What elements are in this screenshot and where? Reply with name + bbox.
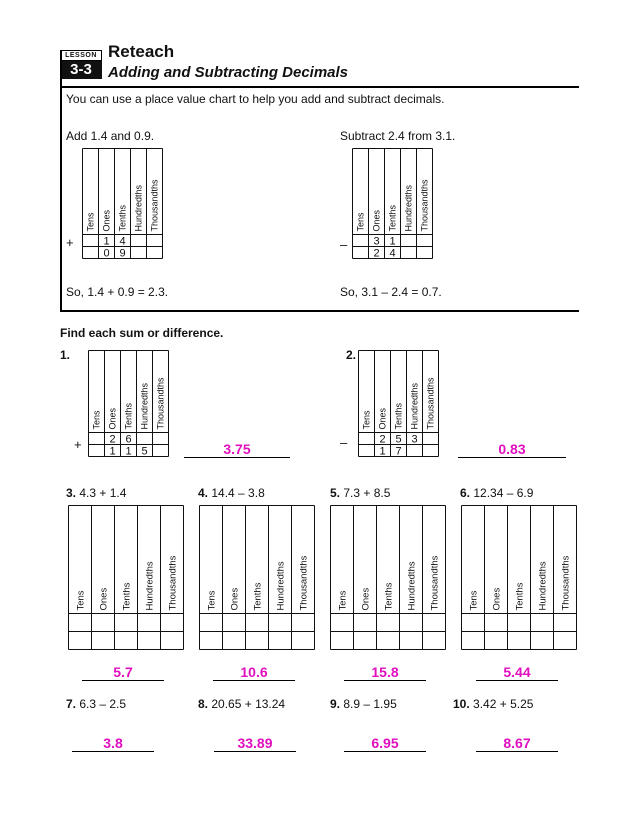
page-subtitle: Adding and Subtracting Decimals bbox=[108, 64, 349, 81]
problem-1-digit: 6 bbox=[125, 433, 132, 446]
column-header-thousandths: Thousandths bbox=[167, 555, 179, 611]
column-header-tenths: Tenths bbox=[393, 402, 404, 430]
example-2-digit: 1 bbox=[389, 235, 396, 248]
column-header-tens: Tens bbox=[75, 590, 87, 611]
column-header-thousandths: Thousandths bbox=[429, 555, 441, 611]
problem-2-operator: – bbox=[340, 435, 348, 450]
column-header-ones: Ones bbox=[360, 587, 372, 611]
problem-9-answer: 6.95 bbox=[344, 735, 426, 752]
column-header-ones: Ones bbox=[98, 587, 110, 611]
column-header-hundredths: Hundredths bbox=[537, 561, 549, 611]
example-2-digit: 4 bbox=[389, 247, 396, 260]
column-header-hundredths: Hundredths bbox=[275, 561, 287, 611]
problem-5-expression: 7.3 + 8.5 bbox=[343, 486, 391, 500]
example-2-place-value-chart bbox=[352, 148, 438, 262]
problem-4-expression: 14.4 – 3.8 bbox=[211, 486, 265, 500]
example-1-digit: 9 bbox=[119, 247, 126, 260]
header-rule bbox=[60, 86, 579, 88]
example-1-digit: 4 bbox=[119, 235, 126, 248]
column-header-ones: Ones bbox=[101, 209, 112, 232]
problem-1-number: 1. bbox=[60, 348, 71, 362]
column-header-ones: Ones bbox=[371, 209, 382, 232]
column-header-tens: Tens bbox=[468, 590, 480, 611]
problem-7-number: 7. bbox=[66, 697, 77, 711]
column-header-tenths: Tenths bbox=[387, 204, 398, 232]
problem-1-place-value-chart bbox=[88, 350, 174, 460]
problem-2-digit: 5 bbox=[395, 433, 402, 446]
section-rule bbox=[60, 310, 579, 312]
column-header-hundredths: Hundredths bbox=[403, 184, 414, 232]
problem-2-place-value-chart bbox=[358, 350, 444, 460]
column-header-tenths: Tenths bbox=[383, 582, 395, 611]
problem-8-answer: 33.89 bbox=[214, 735, 296, 752]
lesson-label: LESSON bbox=[60, 50, 102, 61]
column-header-tens: Tens bbox=[206, 590, 218, 611]
column-header-ones: Ones bbox=[491, 587, 503, 611]
problem-6-answer: 5.44 bbox=[476, 664, 558, 681]
problem-2-digit: 3 bbox=[411, 433, 418, 446]
example-1-operator: + bbox=[66, 235, 74, 250]
column-header-tenths: Tenths bbox=[117, 204, 128, 232]
problem-1-digit: 1 bbox=[109, 445, 116, 458]
problem-6-place-value-chart bbox=[461, 505, 579, 651]
column-header-thousandths: Thousandths bbox=[155, 377, 166, 430]
example-1-place-value-chart bbox=[82, 148, 168, 262]
problem-5-answer: 15.8 bbox=[344, 664, 426, 681]
page-title: Reteach bbox=[108, 42, 175, 61]
column-header-hundredths: Hundredths bbox=[139, 382, 150, 430]
column-header-thousandths: Thousandths bbox=[419, 179, 430, 232]
column-header-tens: Tens bbox=[91, 410, 102, 430]
column-header-ones: Ones bbox=[107, 407, 118, 430]
column-header-ones: Ones bbox=[377, 407, 388, 430]
instructions: Find each sum or difference. bbox=[60, 326, 224, 340]
problem-8-number: 8. bbox=[198, 697, 209, 711]
problem-1-digit: 5 bbox=[141, 445, 148, 458]
intro-text: You can use a place value chart to help you add and subtract decimals. bbox=[66, 92, 445, 106]
problem-3-place-value-chart bbox=[68, 505, 186, 651]
example-1-conclusion: So, 1.4 + 0.9 = 2.3. bbox=[66, 285, 169, 299]
problem-1-digit: 1 bbox=[125, 445, 132, 458]
problem-2-digit: 1 bbox=[379, 445, 386, 458]
problem-8-expression: 20.65 + 13.24 bbox=[211, 697, 286, 711]
problem-5-place-value-chart bbox=[330, 505, 448, 651]
column-header-tens: Tens bbox=[355, 212, 366, 232]
problem-2-answer: 0.83 bbox=[458, 441, 566, 458]
column-header-tenths: Tenths bbox=[121, 582, 133, 611]
problem-4-number: 4. bbox=[198, 486, 209, 500]
problem-10-number: 10. bbox=[453, 697, 470, 711]
example-2-conclusion: So, 3.1 – 2.4 = 0.7. bbox=[340, 285, 442, 299]
problem-6-expression: 12.34 – 6.9 bbox=[473, 486, 534, 500]
problem-6-number: 6. bbox=[460, 486, 471, 500]
example-2-digit: 3 bbox=[373, 235, 380, 248]
problem-2-digit: 7 bbox=[395, 445, 402, 458]
column-header-thousandths: Thousandths bbox=[298, 555, 310, 611]
column-header-tens: Tens bbox=[85, 212, 96, 232]
column-header-hundredths: Hundredths bbox=[144, 561, 156, 611]
problem-10-expression: 3.42 + 5.25 bbox=[473, 697, 534, 711]
column-header-thousandths: Thousandths bbox=[560, 555, 572, 611]
problem-2-digit: 2 bbox=[379, 433, 386, 446]
column-header-hundredths: Hundredths bbox=[409, 382, 420, 430]
problem-7-expression: 6.3 – 2.5 bbox=[79, 697, 127, 711]
example-1-digit: 1 bbox=[103, 235, 110, 248]
example-1-digit: 0 bbox=[103, 247, 110, 260]
column-header-tens: Tens bbox=[337, 590, 349, 611]
problem-7-answer: 3.8 bbox=[72, 735, 154, 752]
column-header-tens: Tens bbox=[361, 410, 372, 430]
problem-1-operator: + bbox=[74, 437, 82, 452]
box-left-rule bbox=[60, 50, 62, 312]
problem-4-place-value-chart bbox=[199, 505, 317, 651]
column-header-tenths: Tenths bbox=[514, 582, 526, 611]
column-header-tenths: Tenths bbox=[123, 402, 134, 430]
problem-2-number: 2. bbox=[346, 348, 357, 362]
lesson-number: 3-3 bbox=[60, 61, 102, 79]
lesson-badge bbox=[60, 50, 102, 79]
problem-3-expression: 4.3 + 1.4 bbox=[79, 486, 127, 500]
example-2-digit: 2 bbox=[373, 247, 380, 260]
column-header-hundredths: Hundredths bbox=[133, 184, 144, 232]
problem-10-answer: 8.67 bbox=[476, 735, 558, 752]
column-header-hundredths: Hundredths bbox=[406, 561, 418, 611]
column-header-ones: Ones bbox=[229, 587, 241, 611]
problem-3-answer: 5.7 bbox=[82, 664, 164, 681]
column-header-thousandths: Thousandths bbox=[149, 179, 160, 232]
column-header-tenths: Tenths bbox=[252, 582, 264, 611]
problem-3-number: 3. bbox=[66, 486, 77, 500]
problem-1-answer: 3.75 bbox=[184, 441, 290, 458]
example-2-prompt: Subtract 2.4 from 3.1. bbox=[340, 129, 456, 143]
column-header-thousandths: Thousandths bbox=[425, 377, 436, 430]
problem-9-expression: 8.9 – 1.95 bbox=[343, 697, 397, 711]
example-1-prompt: Add 1.4 and 0.9. bbox=[66, 129, 155, 143]
problem-1-digit: 2 bbox=[109, 433, 116, 446]
example-2-operator: – bbox=[340, 237, 348, 252]
problem-9-number: 9. bbox=[330, 697, 341, 711]
problem-4-answer: 10.6 bbox=[213, 664, 295, 681]
problem-5-number: 5. bbox=[330, 486, 341, 500]
